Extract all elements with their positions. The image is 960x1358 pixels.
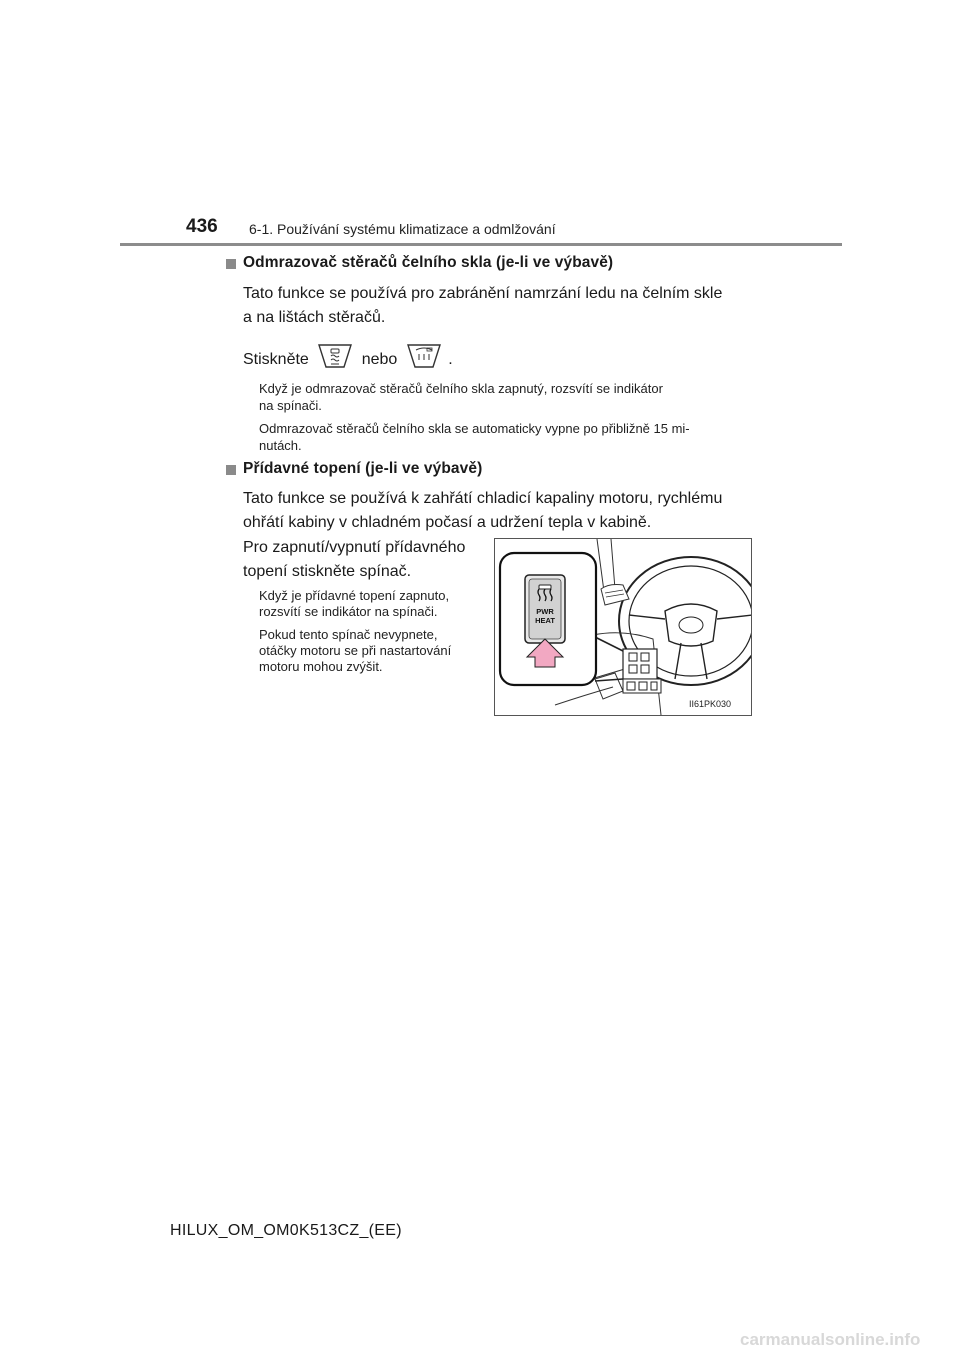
figure-code: II61PK030 — [689, 699, 732, 709]
aux-heater-para-line1: Tato funkce se používá k zahřátí chladicí kapaliny motoru, rychlému — [243, 490, 723, 507]
heater-note1-line2: rozsvítí se indikátor na spínači. — [259, 604, 438, 619]
aux-heater-para-line2: ohřátí kabiny v chladném počasí a udržení tepla v kabině. — [243, 514, 652, 531]
watermark: carmanualsonline.info — [740, 1330, 921, 1349]
wiper-note2-line2: nutách. — [259, 438, 302, 453]
wiper-deicer-para-line2: a na lištách stěračů. — [243, 309, 386, 326]
header-divider — [120, 243, 842, 246]
dashboard-drawing — [495, 539, 751, 715]
press-or: nebo — [361, 351, 398, 369]
switch-label-pwr: PWR — [536, 607, 554, 616]
section-title: 6-1. Používání systému klimatizace a odmlžování — [249, 221, 556, 237]
press-suffix: . — [448, 351, 453, 369]
press-instruction — [243, 342, 453, 378]
page-number: 436 — [186, 216, 218, 237]
switch-label-heat: HEAT — [535, 616, 555, 625]
wiper-note1-line1: Když je odmrazovač stěračů čelního skla zapnutý, rozsvítí se indikátor — [259, 381, 663, 396]
press-prefix: Stiskněte — [243, 351, 309, 369]
aux-heater-instr-line1: Pro zapnutí/vypnutí přídavného — [243, 539, 466, 556]
wiper-deicer-button-icon — [317, 342, 353, 378]
heater-note2-line3: motoru mohou zvýšit. — [259, 659, 383, 674]
wiper-note2-line1: Odmrazovač stěračů čelního skla se automaticky vypne po přibližně 15 mi- — [259, 421, 690, 436]
section-bullet-icon — [226, 259, 236, 269]
dashboard-illustration — [494, 538, 752, 716]
heater-note2-line1: Pokud tento spínač nevypnete, — [259, 627, 438, 642]
wiper-deicer-alt-button-icon — [406, 342, 442, 378]
wiper-deicer-para-line1: Tato funkce se používá pro zabránění namrzání ledu na čelním skle — [243, 285, 723, 302]
document-id: HILUX_OM_OM0K513CZ_(EE) — [170, 1222, 402, 1239]
heater-note2-line2: otáčky motoru se při nastartování — [259, 643, 452, 658]
heater-note1-line1: Když je přídavné topení zapnuto, — [259, 588, 450, 603]
aux-heater-heading: Přídavné topení (je-li ve výbavě) — [243, 460, 483, 477]
wiper-note1-line2: na spínači. — [259, 398, 322, 413]
section-bullet-icon — [226, 465, 236, 475]
aux-heater-instr-line2: topení stiskněte spínač. — [243, 563, 412, 580]
wiper-deicer-heading: Odmrazovač stěračů čelního skla (je-li ve výbavě) — [243, 254, 614, 271]
